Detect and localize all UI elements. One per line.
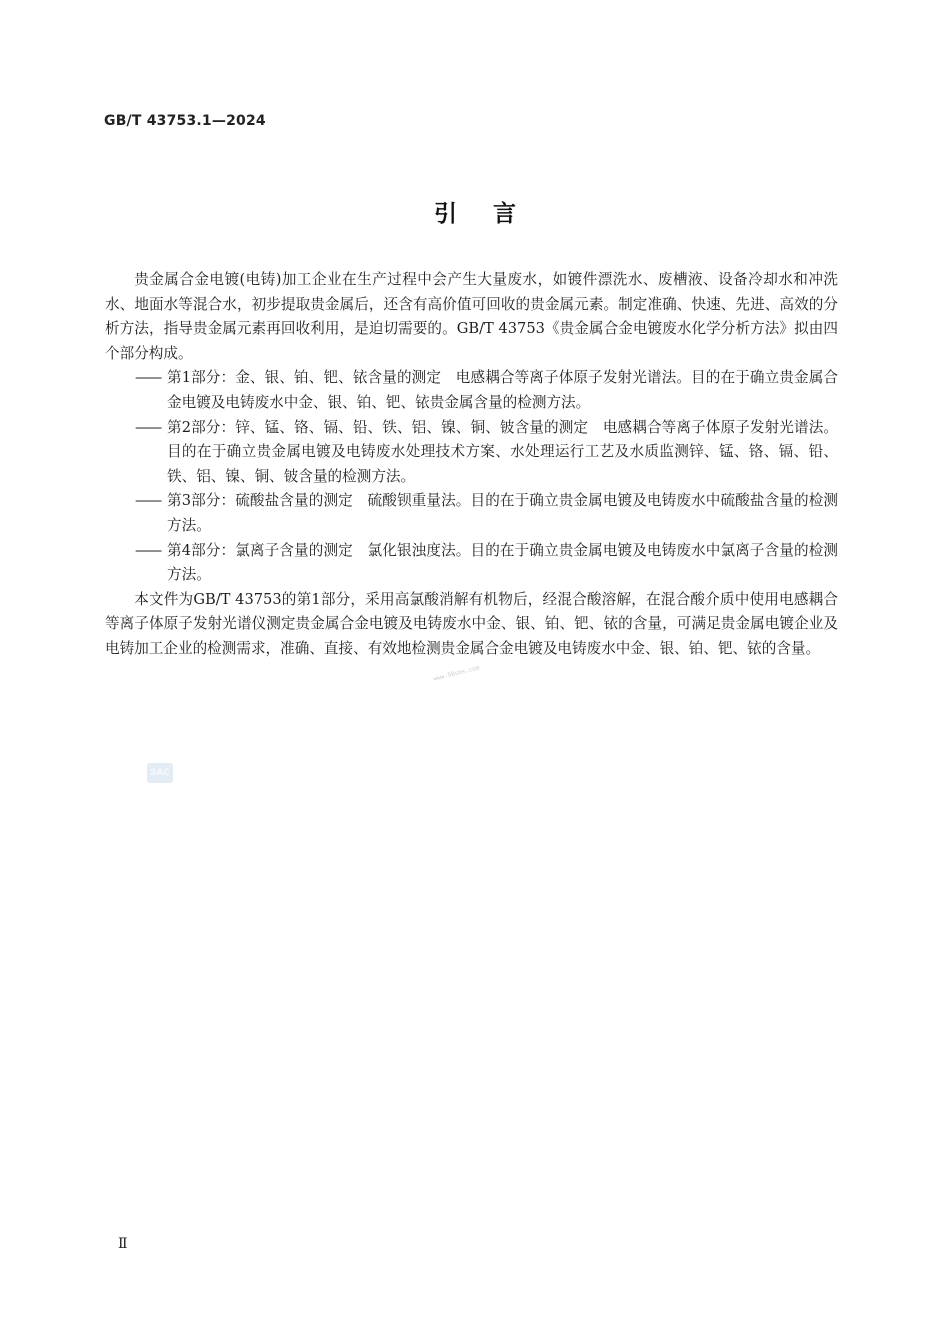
document-body (105, 268, 838, 662)
sac-logo-icon: SAC (147, 763, 173, 783)
list-dash: —— (135, 369, 161, 387)
list-item-part-4 (105, 539, 838, 588)
list-item-part-3 (105, 489, 838, 538)
list-item-part-2 (105, 416, 838, 490)
list-item-part-1 (105, 366, 838, 415)
standard-code: GB/T 43753.1—2024 (104, 113, 266, 129)
closing-paragraph: 本文件为GB/T 43753的第1部分，采用高氯酸消解有机物后，经混合酸溶解，在混合酸介质中使用电感耦合等离子体原子发射光谱仪测定贵金属合金电镀及电铸废水中金、银、铂、钯、铱的含量，可满足贵金属电镀企业及电铸加工企业的检测需求，准确、直接、有效地检测贵金属合金电镀及电铸废水中金、银、铂、钯、铱的含量。 (105, 590, 838, 657)
list-dash: —— (135, 541, 161, 559)
page-number: Ⅱ (118, 1236, 128, 1252)
intro-paragraph: 贵金属合金电镀(电铸)加工企业在生产过程中会产生大量废水，如镀件漂洗水、废槽液、设备冷却水和冲洗水、地面水等混合水，初步提取贵金属后，还含有高价值可回收的贵金属元素。制定准确、快速、先进、高效的分析方法，指导贵金属元素再回收利用，是迫切需要的。GB/T 43753《贵金属合金电镀废水化学分析方法》拟由四个部分构成。 (105, 271, 838, 362)
list-item-text: 第2部分：锌、锰、铬、镉、铅、铁、铝、镍、铜、铍含量的测定 电感耦合等离子体原子发射光谱法。目的在于确立贵金属电镀及电铸废水处理技术方案、水处理运行工艺及水质监测锌、锰、铬、镉、铅、铁、铝、镍、铜、铍含量的检测方法。 (167, 418, 838, 485)
page-title: 引言 (434, 201, 552, 227)
list-dash: —— (135, 418, 161, 436)
list-item-text: 第3部分：硫酸盐含量的测定 硫酸钡重量法。目的在于确立贵金属电镀及电铸废水中硫酸盐含量的检测方法。 (167, 492, 838, 534)
list-item-text: 第1部分：金、银、铂、钯、铱含量的测定 电感耦合等离子体原子发射光谱法。目的在于确立贵金属合金电镀及电铸废水中金、银、铂、钯、铱贵金属含量的检测方法。 (167, 369, 838, 411)
list-item-text: 第4部分：氯离子含量的测定 氯化银浊度法。目的在于确立贵金属电镀及电铸废水中氯离子含量的检测方法。 (167, 541, 838, 584)
watermark-text: www.58sms.com (432, 664, 481, 683)
list-dash: —— (135, 492, 161, 510)
